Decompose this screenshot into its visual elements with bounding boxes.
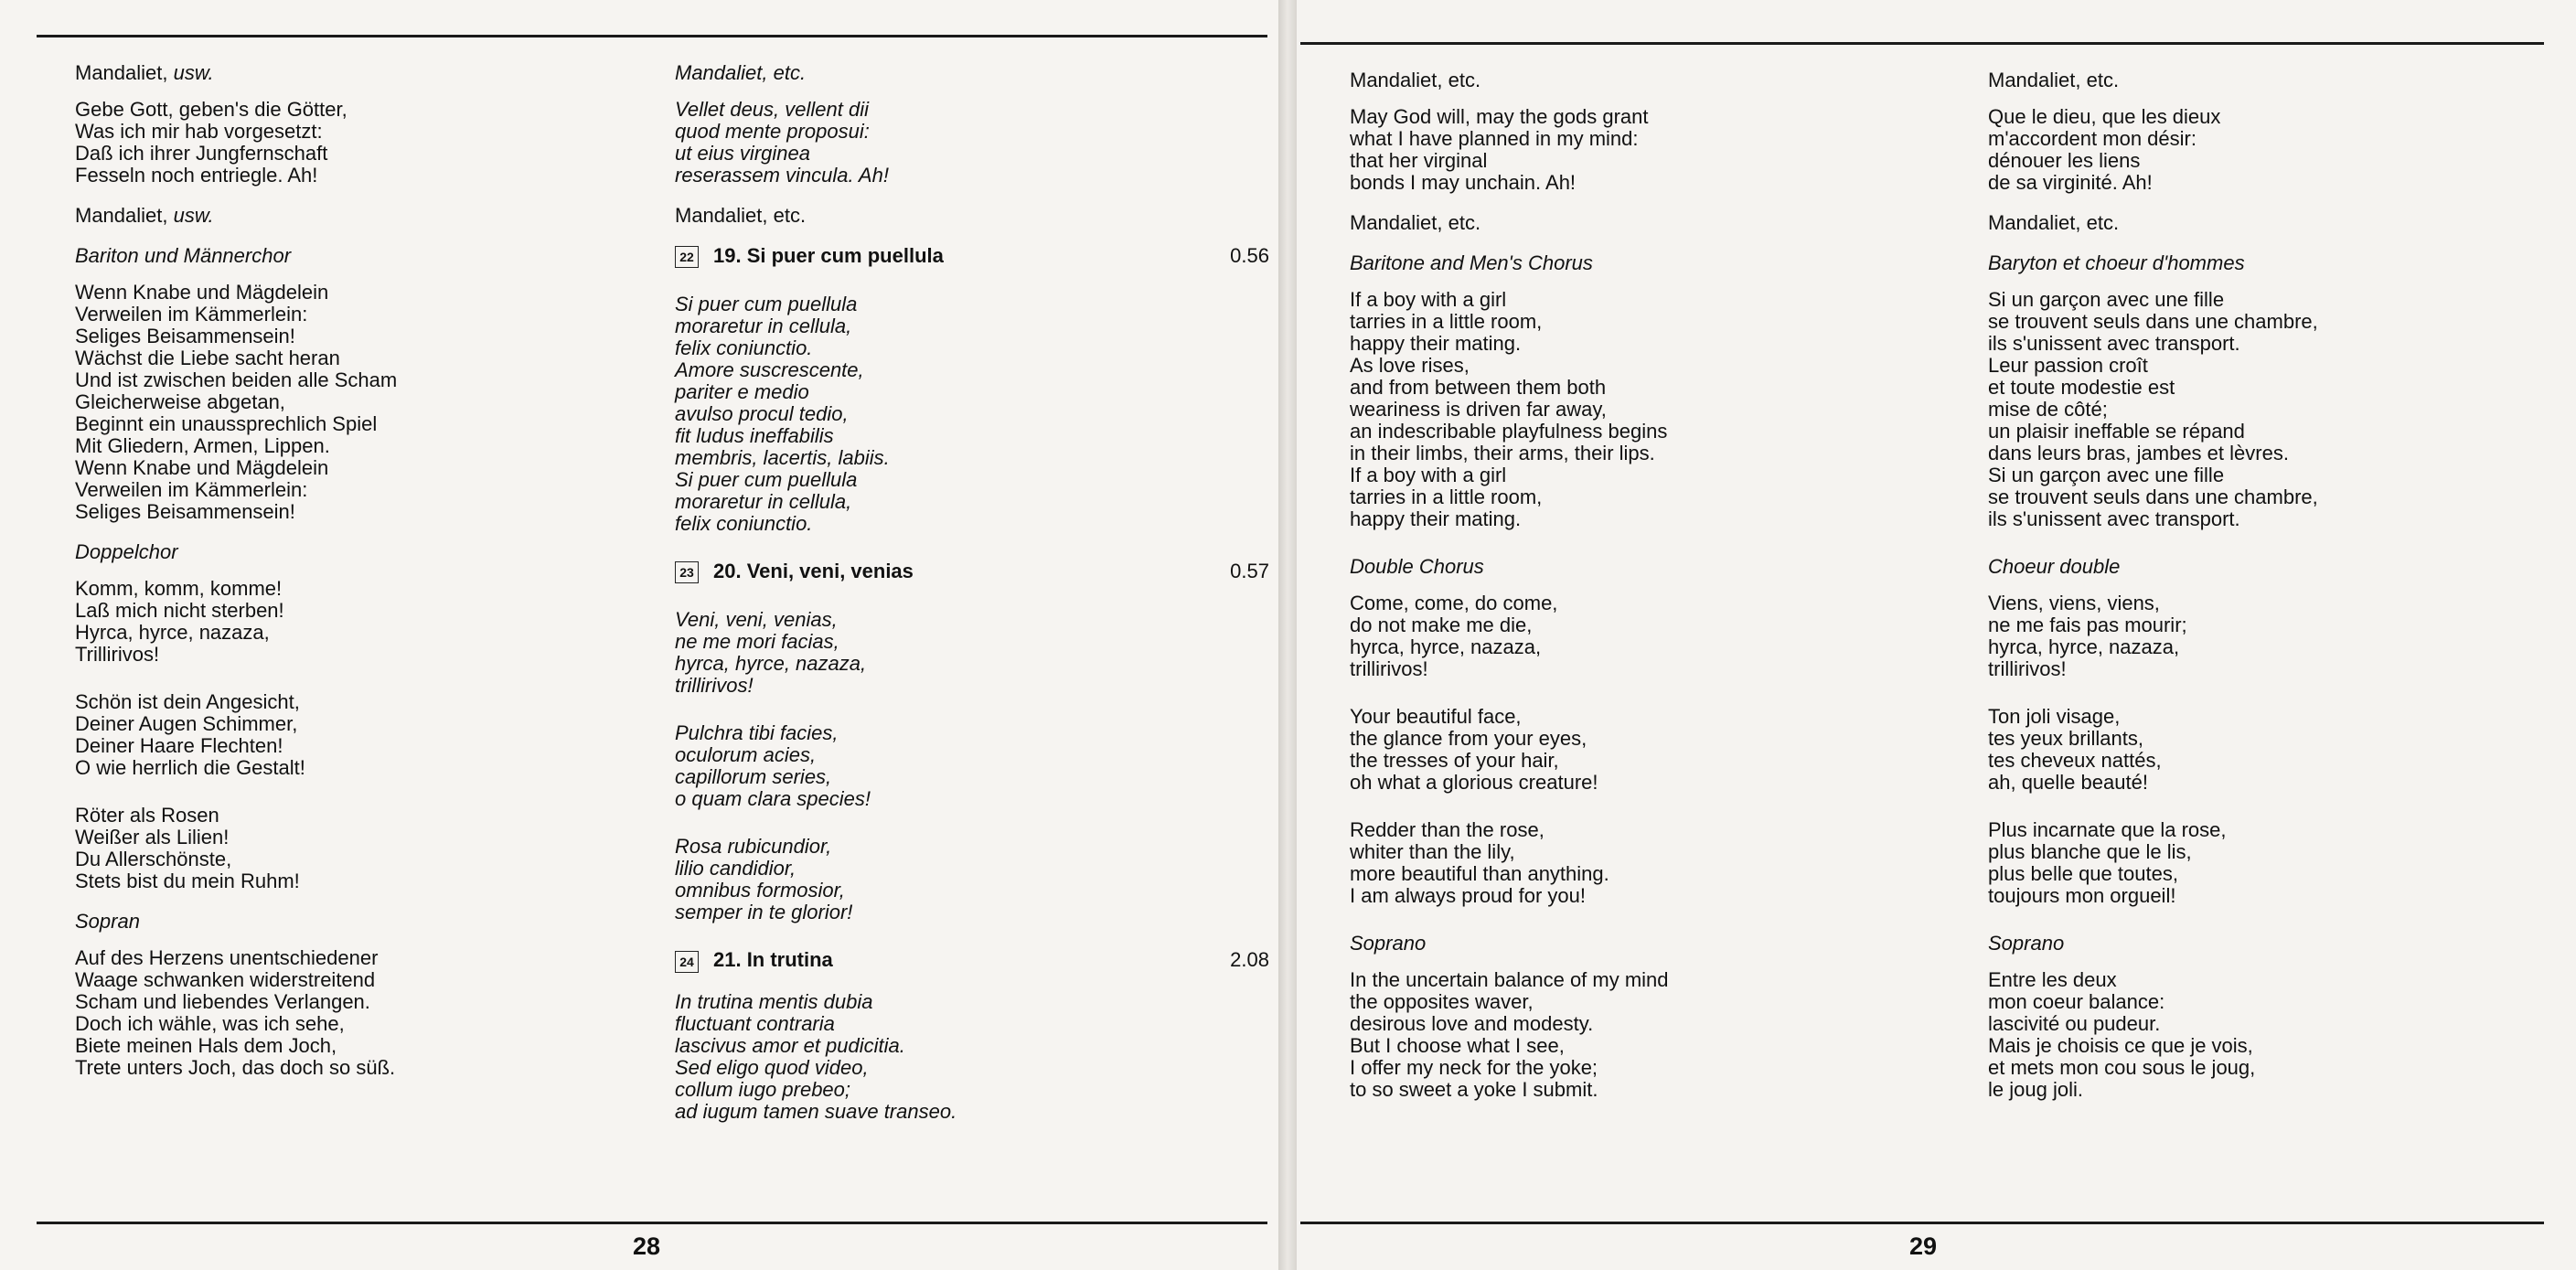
page-number-right: 29 — [1909, 1233, 1938, 1260]
italic-stanza: Doppelchor — [75, 540, 178, 563]
italic-stanza: Veni, veni, venias, ne me mori facias, hyrca, hyrce, nazaza, trillirivos! — [675, 608, 867, 698]
stanza-gap — [1350, 955, 1953, 969]
stanza: Viens, viens, viens, ne me fais pas mourir; hyrca, hyrce, nazaza, trillirivos! — [1988, 592, 2187, 680]
track-number-box: 22 — [675, 246, 699, 268]
stanza-gap — [1350, 234, 1953, 252]
stanza: Schön ist dein Angesicht, Deiner Augen Schimmer, Deiner Haare Flechten! O wie herrlich die Gestalt! — [75, 690, 305, 779]
stanza: Si un garçon avec une fille se trouvent seuls dans une chambre, ils s'unissent avec transport. Leur passion croît et toute modestie est mise de côté; un plaisir ineffable se répand dans leurs bras, jambes et lèvres. Si un garçon avec une fille se trouvent seuls dans une chambre, ils s'unissent avec transport. — [1988, 288, 2318, 530]
italic-stanza: In trutina mentis dubia fluctuant contraria lascivus amor et pudicitia. Sed eligo quod video, collum iugo prebeo; ad iugum tamen suave transeo. — [675, 989, 957, 1123]
stanza: May God will, may the gods grant what I have planned in my mind: that her virginal bonds I may unchain. Ah! — [1350, 105, 1649, 194]
track-title: 19. Si puer cum puellula — [713, 244, 944, 267]
stanza-gap — [1350, 794, 1953, 819]
track-duration: 0.56 — [1230, 244, 1269, 267]
italic-stanza: Vellet deus, vellent dii quod mente proposui: ut eius virginea reserassem vincula. Ah! — [675, 98, 889, 187]
top-rule — [37, 35, 1267, 37]
english-text-column — [1350, 69, 1953, 1101]
stanza: Röter als Rosen Weißer als Lilien! Du Allerschönste, Stets bist du mein Ruhm! — [75, 804, 300, 892]
italic-stanza: Bariton und Männerchor — [75, 244, 292, 267]
stanza: Mandaliet, etc. — [1350, 69, 1481, 91]
stanza: Redder than the rose, whiter than the lily, more beautiful than anything. I am always proud for you! — [1350, 818, 1609, 907]
stanza: Come, come, do come, do not make me die, hyrca, hyrce, nazaza, trillirivos! — [1350, 592, 1558, 680]
bottom-rule — [37, 1222, 1267, 1224]
stanza-gap — [1350, 274, 1953, 289]
stanza: Your beautiful face, the glance from your eyes, the tresses of your hair, oh what a glorious creature! — [1350, 705, 1598, 794]
stanza-gap — [675, 227, 1269, 245]
page-left — [0, 0, 1278, 1270]
stanza-gap — [1350, 680, 1953, 706]
stanza-gap — [75, 779, 660, 805]
stanza: In the uncertain balance of my mind the opposites waver, desirous love and modesty. But I choose what I see, I offer my neck for the yoke; to so sweet a yoke I submit. — [1350, 968, 1669, 1101]
stanza: Plus incarnate que la rose, plus blanche que le lis, plus belle que toutes, toujours mon orgueil! — [1988, 818, 2227, 907]
track-heading — [675, 560, 1269, 583]
stanza: Mandaliet, etc. — [1350, 211, 1481, 234]
italic-stanza: Soprano — [1350, 932, 1427, 955]
stanza: Gebe Gott, geben's die Götter, Was ich mir hab vorgesetzt: Daß ich ihrer Jungfernschaft Fesseln noch entriegle. Ah! — [75, 98, 347, 187]
stanza-gap — [1350, 907, 1953, 933]
stanza: Mandaliet, usw. — [75, 61, 214, 84]
stanza-gap — [1988, 194, 2537, 212]
stanza-gap — [675, 923, 1269, 949]
top-rule — [1300, 42, 2544, 45]
stanza-gap — [75, 523, 660, 541]
stanza-gap — [75, 892, 660, 911]
stanza-gap — [75, 227, 660, 245]
stanza-gap — [675, 697, 1269, 722]
stanza-gap — [1350, 578, 1953, 592]
stanza-gap — [1988, 91, 2537, 106]
stanza-gap — [75, 563, 660, 578]
stanza: Mandaliet, usw. — [75, 204, 214, 227]
stanza-gap — [1988, 794, 2537, 819]
stanza-gap — [1988, 680, 2537, 706]
stanza: Mandaliet, etc. — [1988, 69, 2120, 91]
italic-stanza: Pulchra tibi facies, oculorum acies, capillorum series, o quam clara species! — [675, 721, 871, 811]
stanza-gap — [675, 810, 1269, 836]
italic-stanza: Sopran — [75, 910, 140, 933]
stanza: Mandaliet, etc. — [1988, 211, 2120, 234]
german-text-column — [75, 62, 660, 1079]
italic-stanza: Baryton et choeur d'hommes — [1988, 251, 2245, 274]
stanza-gap — [1988, 907, 2537, 933]
page-number-left: 28 — [633, 1233, 661, 1260]
stanza: Komm, komm, komme! Laß mich nicht sterben! Hyrca, hyrce, nazaza, Trillirivos! — [75, 577, 284, 666]
track-duration: 0.57 — [1230, 560, 1269, 583]
italic-stanza: Si puer cum puellula moraretur in cellula, felix coniunctio. Amore suscrescente, pariter e medio avulso procul tedio, fit ludus ineffabilis membris, lacertis, labiis. Si puer cum puellula moraretur in cellula, felix coniunctio. — [675, 293, 890, 536]
latin-text-column — [675, 62, 1269, 1123]
italic-stanza: Soprano — [1988, 932, 2065, 955]
track-heading — [675, 245, 1269, 268]
stanza: Mandaliet, etc. — [675, 204, 807, 227]
italic-stanza: Choeur double — [1988, 555, 2121, 578]
stanza: If a boy with a girl tarries in a little room, happy their mating. As love rises, and from between them both weariness is driven far away, an indescribable playfulness begins in their limbs, their arms, their lips. If a boy with a girl tarries in a little room, happy their mating. — [1350, 288, 1668, 530]
track-number-box: 23 — [675, 561, 699, 583]
stanza: Que le dieu, que les dieux m'accordent mon désir: dénouer les liens de sa virginité. Ah! — [1988, 105, 2221, 194]
stanza-gap — [75, 84, 660, 99]
italic-stanza: Double Chorus — [1350, 555, 1484, 578]
stanza-gap — [1350, 91, 1953, 106]
book-gutter — [1278, 0, 1297, 1270]
stanza-gap — [75, 267, 660, 282]
stanza-gap — [1988, 274, 2537, 289]
french-text-column — [1988, 69, 2537, 1101]
stanza: Wenn Knabe und Mägdelein Verweilen im Kämmerlein: Seliges Beisammensein! Wächst die Liebe sacht heran Und ist zwischen beiden alle Scham Gleicherweise abgetan, Beginnt ein unaussprechlich Spiel Mit Gliedern, Armen, Lippen. Wenn Knabe und Mägdelein Verweilen im Kämmerlein: Seliges Beisammensein! — [75, 281, 398, 523]
stanza-gap — [75, 187, 660, 205]
italic-stanza: Mandaliet, etc. — [675, 61, 807, 84]
stanza-gap — [1350, 530, 1953, 556]
stanza: Entre les deux mon coeur balance: lascivité ou pudeur. Mais je choisis ce que je vois, et mets mon cou sous le joug, le joug joli. — [1988, 968, 2256, 1101]
italic-stanza: Rosa rubicundior, lilio candidior, omnibus formosior, semper in te glorior! — [675, 835, 853, 924]
bottom-rule — [1300, 1222, 2544, 1224]
track-title: 21. In trutina — [713, 948, 833, 972]
track-number-box: 24 — [675, 951, 699, 973]
italic-stanza: Baritone and Men's Chorus — [1350, 251, 1593, 274]
stanza-gap — [75, 666, 660, 691]
stanza-gap — [675, 268, 1269, 293]
stanza-gap — [675, 84, 1269, 99]
stanza-gap — [1988, 530, 2537, 556]
stanza-gap — [1988, 578, 2537, 592]
track-heading — [675, 949, 1269, 972]
stanza-gap — [675, 187, 1269, 205]
stanza-gap — [675, 583, 1269, 609]
stanza-gap — [75, 933, 660, 947]
page-right — [1297, 0, 2576, 1270]
stanza-gap — [1988, 234, 2537, 252]
track-duration: 2.08 — [1230, 948, 1269, 972]
track-title: 20. Veni, veni, venias — [713, 560, 914, 583]
stanza-gap — [1988, 955, 2537, 969]
stanza-gap — [675, 535, 1269, 560]
stanza: Auf des Herzens unentschiedener Waage schwanken widerstreitend Scham und liebendes Verlangen. Doch ich wähle, was ich sehe, Biete meinen Hals dem Joch, Trete unters Joch, das doch so süß. — [75, 946, 396, 1079]
stanza-gap — [1350, 194, 1953, 212]
stanza-gap — [675, 973, 1269, 991]
stanza: Ton joli visage, tes yeux brillants, tes cheveux nattés, ah, quelle beauté! — [1988, 705, 2162, 794]
